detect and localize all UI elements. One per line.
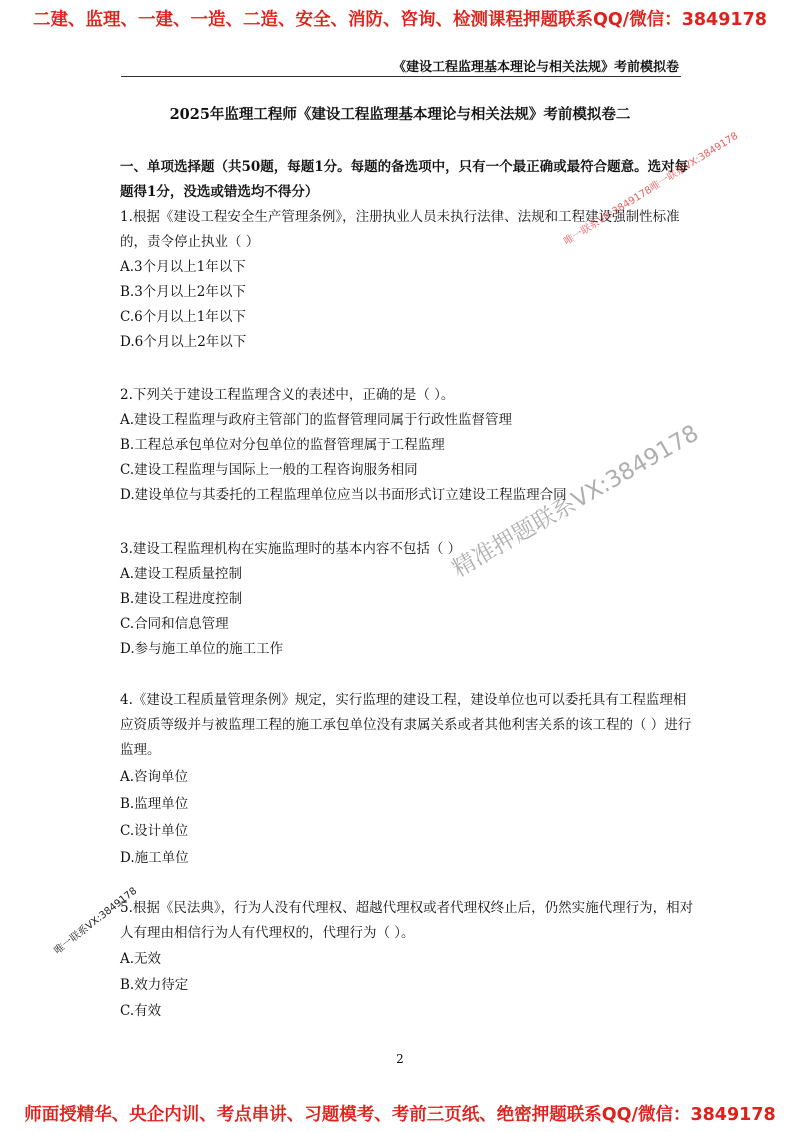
- question-2-option-c: C.建设工程监理与国际上一般的工程咨询服务相同: [120, 462, 418, 478]
- question-1-option-b: B.3个月以上2年以下: [120, 284, 246, 300]
- question-3-option-a: A.建设工程质量控制: [120, 566, 243, 582]
- question-2-option-b: B.工程总承包单位对分包单位的监督管理属于工程监理: [120, 437, 445, 453]
- upper-right-watermark: 唯一联系VX:3849178唯一联系VX:3849178: [562, 130, 741, 248]
- running-header: 《建设工程监理基本理论与相关法规》考前模拟卷: [392, 60, 679, 75]
- question-5-option-c: C.有效: [120, 1003, 162, 1019]
- question-1-stem: 1.根据《建设工程安全生产管理条例》，注册执业人员未执行法律、法规和工程建设强制性标准的，责令停止执业（ ）: [120, 209, 680, 250]
- lower-left-watermark: 唯一联系VX:3849178: [52, 885, 140, 957]
- question-5-option-a: A.无效: [120, 951, 162, 967]
- question-3-option-d: D.参与施工单位的施工工作: [120, 641, 284, 657]
- question-5-stem: 5.根据《民法典》，行为人没有代理权、超越代理权或者代理权终止后，仍然实施代理行为，相对人有理由相信行为人有代理权的，代理行为（ ）。: [120, 900, 694, 941]
- section-heading: 一、单项选择题（共50题，每题1分。每题的备选项中，只有一个最正确或最符合题意。选对每题得1分，没选或错选均不得分）: [120, 159, 689, 200]
- bottom-promo-banner: 师面授精华、央企内训、考点串讲、习题模考、考前三页纸、绝密押题联系QQ/微信：3849178: [24, 1105, 776, 1125]
- question-4-option-a: A.咨询单位: [120, 769, 189, 785]
- top-promo-banner: 二建、监理、一建、一造、二造、安全、消防、咨询、检测课程押题联系QQ/微信：3849178: [33, 10, 767, 30]
- question-1-option-d: D.6个月以上2年以下: [120, 334, 247, 350]
- header-divider: [121, 76, 681, 77]
- question-1-option-c: C.6个月以上1年以下: [120, 309, 246, 325]
- question-4-stem: 4.《建设工程质量管理条例》规定，实行监理的建设工程，建设单位也可以委托具有工程监理相应资质等级并与被监理工程的施工承包单位没有隶属关系或者其他利害关系的该工程的（ ）进行监理。: [120, 692, 692, 758]
- question-4-option-b: B.监理单位: [120, 796, 189, 812]
- question-3-option-b: B.建设工程进度控制: [120, 591, 243, 607]
- question-3-stem: 3.建设工程监理机构在实施监理时的基本内容不包括（ ）: [120, 541, 462, 557]
- center-watermark: 精准押题联系VX:3849178: [448, 420, 704, 583]
- question-2-option-d: D.建设单位与其委托的工程监理单位应当以书面形式订立建设工程监理合同: [120, 487, 567, 503]
- exam-title: 2025年监理工程师《建设工程监理基本理论与相关法规》考前模拟卷二: [169, 106, 631, 123]
- question-4-option-c: C.设计单位: [120, 823, 189, 839]
- question-3-option-c: C.合同和信息管理: [120, 616, 229, 632]
- question-2-option-a: A.建设工程监理与政府主管部门的监督管理同属于行政性监督管理: [120, 412, 513, 428]
- question-2-stem: 2.下列关于建设工程监理含义的表述中，正确的是（ ）。: [120, 387, 455, 403]
- page-number: 2: [396, 1052, 404, 1066]
- question-1-option-a: A.3个月以上1年以下: [120, 259, 246, 275]
- question-5-option-b: B.效力待定: [120, 977, 189, 993]
- question-4-option-d: D.施工单位: [120, 850, 189, 866]
